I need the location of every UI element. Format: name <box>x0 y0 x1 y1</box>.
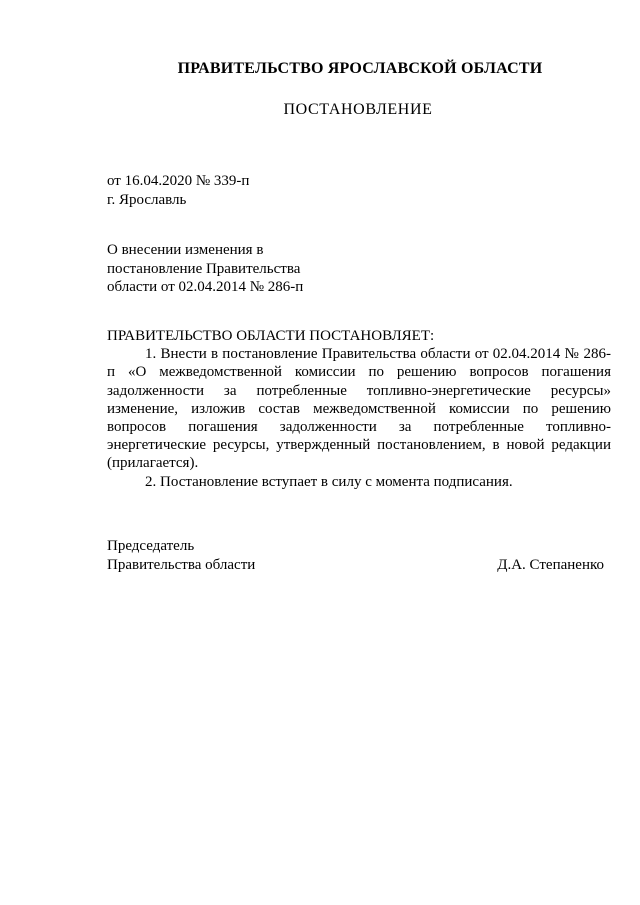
signatory-title-line-1: Председатель <box>107 538 195 554</box>
signatory-title-line-2: Правительства области <box>107 556 256 573</box>
document-subject <box>107 241 303 297</box>
resolution-item-2: 2. Постановление вступает в силу с момента подписания. <box>145 473 513 490</box>
document-type: ПОСТАНОВЛЕНИЕ <box>283 101 433 118</box>
subject-line-1: О внесении изменения в <box>107 242 264 258</box>
resolution-lead: ПРАВИТЕЛЬСТВО ОБЛАСТИ ПОСТАНОВЛЯЕТ: <box>107 328 435 344</box>
signature-block <box>107 537 604 574</box>
resolution-item-1: 1. Внести в постановление Правительства области от 02.04.2014 № 286-п «О межведомственной комиссии по решению вопросов погашения задолженности за потребленные топливно-энергетические ресурсы» изменение, изложив состав межведомственной комиссии по решению вопросов погашения задолженности за потребленные топливно-энергетические ресурсы, утвержденный постановлением, в новой редакции (прилагается). <box>107 346 611 472</box>
subject-line-2: постановление Правительства <box>107 260 301 277</box>
date-number: от 16.04.2020 № 339-п <box>107 173 250 189</box>
city: г. Ярославль <box>107 191 187 208</box>
government-title: ПРАВИТЕЛЬСТВО ЯРОСЛАВСКОЙ ОБЛАСТИ <box>177 60 543 77</box>
signatory-name: Д.А. Степаненко <box>497 556 604 573</box>
document-meta <box>107 172 249 209</box>
document-body <box>107 327 611 491</box>
subject-line-3: области от 02.04.2014 № 286-п <box>107 279 304 295</box>
